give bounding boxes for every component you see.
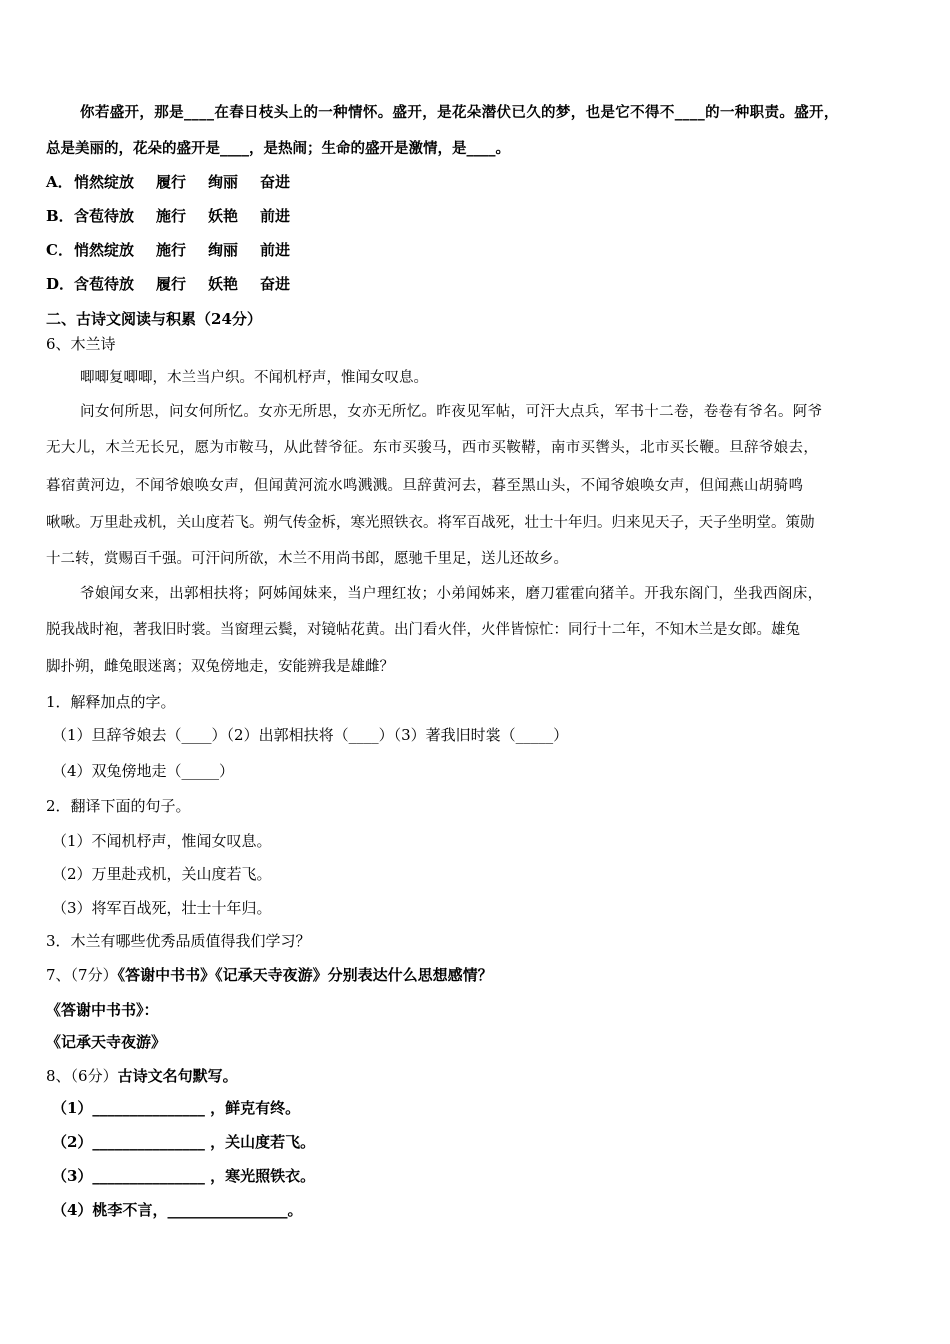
q6-sub2-title: 2．翻译下面的句子。 (46, 797, 191, 815)
q6-sub1-title: 1．解释加点的字。 (46, 693, 176, 711)
option-item: 悄然绽放 (74, 241, 135, 259)
q8-item[interactable]: （4）桃李不言，________________。 (52, 1201, 303, 1219)
q7-title: 《答谢中书书》《记承天寺夜游》分别表达什么思想感情？ (117, 966, 493, 984)
poem-line: 脱我战时袍，著我旧时裳。当窗理云鬓，对镜帖花黄。出门看火伴，火伴皆惊忙：同行十二年，不知木兰是女郎。雄兔 (46, 622, 800, 638)
q5-option-b[interactable] (46, 206, 290, 226)
option-item: 施行 (156, 207, 187, 225)
q8-title: 古诗文名句默写。 (117, 1067, 238, 1085)
option-item: 含苞待放 (74, 275, 135, 293)
option-item: 绚丽 (208, 241, 239, 259)
option-item: 妖艳 (208, 275, 239, 293)
q8-item[interactable]: （3）_______________ ，寒光照铁衣。 (52, 1167, 316, 1185)
q5-line1: 你若盛开，那是____在春日枝头上的一种情怀。盛开，是花朵潜伏已久的梦，也是它不得不____的一种职责。盛开， (80, 104, 839, 121)
option-item: 施行 (156, 241, 187, 259)
option-item: 绚丽 (208, 173, 239, 191)
poem-line: 问女何所思，问女何所忆。女亦无所思，女亦无所忆。昨夜见军帖，可汗大点兵，军书十二卷，卷卷有爷名。阿爷 (80, 404, 823, 420)
q6-sub2-item: （2）万里赴戎机，关山度若飞。 (52, 865, 272, 883)
poem-line: 啾啾。万里赴戎机，关山度若飞。朔气传金柝，寒光照铁衣。将军百战死，壮士十年归。归来见天子，天子坐明堂。策勋 (46, 515, 815, 531)
poem-line: 暮宿黄河边，不闻爷娘唤女声，但闻黄河流水鸣溅溅。旦辞黄河去，暮至黑山头，不闻爷娘唤女声，但闻燕山胡骑鸣 (46, 478, 804, 494)
q7-answer2[interactable]: 《记承天寺夜游》 (46, 1033, 167, 1051)
option-item: 含苞待放 (74, 207, 135, 225)
q6-title: 6、木兰诗 (46, 335, 116, 353)
q8-item[interactable]: （1）_______________ ，鲜克有终。 (52, 1099, 301, 1117)
section2-title: 二、古诗文阅读与积累（24分） (46, 310, 262, 328)
q5-line2: 总是美丽的，花朵的盛开是____，是热闹；生命的盛开是激情，是____。 (46, 140, 510, 157)
option-item: 奋进 (260, 275, 291, 293)
option-item: 履行 (156, 173, 187, 191)
poem-line: 无大儿，木兰无长兄，愿为市鞍马，从此替爷征。东市买骏马，西市买鞍鞯，南市买辔头，北市买长鞭。旦辞爷娘去， (46, 440, 819, 456)
poem-line: 十二转，赏赐百千强。可汗问所欲，木兰不用尚书郎，愿驰千里足，送儿还故乡。 (46, 551, 568, 567)
option-label: A． (46, 173, 73, 191)
poem-line: 脚扑朔，雌兔眼迷离；双兔傍地走，安能辨我是雄雌？ (46, 659, 394, 675)
q7-answer1[interactable]: 《答谢中书书》： (46, 1001, 159, 1019)
option-item: 前进 (260, 241, 291, 259)
q7-heading (46, 965, 493, 985)
poem-line: 爷娘闻女来，出郭相扶将；阿姊闻妹来，当户理红妆；小弟闻姊来，磨刀霍霍向猪羊。开我东阁门，坐我西阁床， (80, 586, 823, 602)
q8-prefix: 8、（6分） (46, 1067, 118, 1085)
option-label: D． (46, 275, 75, 293)
option-item: 履行 (156, 275, 187, 293)
option-item: 妖艳 (208, 207, 239, 225)
q8-item[interactable]: （2）_______________ ，关山度若飞。 (52, 1133, 316, 1151)
option-item: 前进 (260, 207, 291, 225)
q6-sub1-line2[interactable]: （4）双兔傍地走（_____） (52, 762, 235, 780)
q5-option-c[interactable] (46, 240, 290, 260)
option-item: 悄然绽放 (74, 173, 135, 191)
option-label: C． (46, 241, 73, 259)
q8-heading (46, 1066, 238, 1086)
q6-sub2-item: （3）将军百战死，壮士十年归。 (52, 899, 272, 917)
option-item: 奋进 (260, 173, 291, 191)
q5-option-a[interactable] (46, 172, 290, 192)
poem-line: 唧唧复唧唧，木兰当户织。不闻机杼声，惟闻女叹息。 (80, 370, 428, 386)
q6-sub3-title: 3．木兰有哪些优秀品质值得我们学习？ (46, 932, 311, 950)
option-label: B． (46, 207, 74, 225)
q5-option-d[interactable] (46, 274, 290, 294)
q6-sub2-item: （1）不闻机杼声，惟闻女叹息。 (52, 832, 272, 850)
q7-prefix: 7、（7分） (46, 966, 118, 984)
q6-sub1-line1[interactable]: （1）旦辞爷娘去（____）（2）出郭相扶将（____）（3）著我旧时裳（_____） (52, 726, 569, 744)
